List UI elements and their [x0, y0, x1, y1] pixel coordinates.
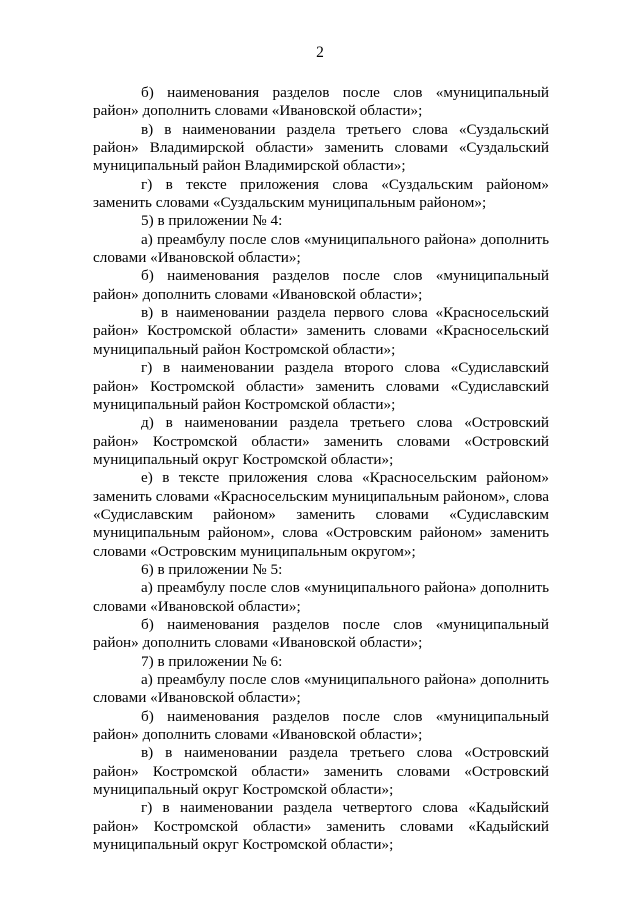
- paragraph: 7) в приложении № 6:: [141, 652, 283, 670]
- paragraph: г) в наименовании раздела четвертого слова «Кадыйский район» Костромской области» заменить словами «Кадыйский муниципальный округ Костромской области»;: [93, 799, 549, 854]
- paragraph: 6) в приложении № 5:: [141, 560, 283, 578]
- paragraph: 5) в приложении № 4:: [141, 212, 283, 230]
- paragraph: в) в наименовании раздела третьего слова «Островский район» Костромской области» заменить словами «Островский муниципальный округ Костромской области»;: [93, 744, 549, 799]
- paragraph: б) наименования разделов после слов «муниципальный район» дополнить словами «Ивановской области»;: [93, 84, 549, 120]
- paragraph: е) в тексте приложения слова «Красносельским районом» заменить словами «Красносельским муниципальным районом», слова «Судиславским районом» заменить словами «Судиславским муниципальным районом», слова «Островским районом» заменить словами «Островским муниципальным округом»;: [93, 469, 549, 560]
- paragraph: а) преамбулу после слов «муниципального района» дополнить словами «Ивановской области»;: [93, 671, 549, 707]
- paragraph: г) в наименовании раздела второго слова «Судиславский район» Костромской области» заменить словами «Судиславский муниципальный район Костромской области»;: [93, 359, 549, 413]
- document-body: [93, 84, 549, 854]
- paragraph: б) наименования разделов после слов «муниципальный район» дополнить словами «Ивановской области»;: [93, 267, 549, 303]
- paragraph: д) в наименовании раздела третьего слова «Островский район» Костромской области» заменить словами «Островский муниципальный округ Костромской области»;: [93, 414, 549, 468]
- paragraph: б) наименования разделов после слов «муниципальный район» дополнить словами «Ивановской области»;: [93, 707, 549, 744]
- paragraph: г) в тексте приложения слова «Суздальским районом» заменить словами «Суздальским муниципальным районом»;: [93, 175, 549, 212]
- paragraph: в) в наименовании раздела первого слова «Красносельский район» Костромской области» заменить словами «Красносельский муниципальный район Костромской области»;: [93, 304, 549, 358]
- paragraph: а) преамбулу после слов «муниципального района» дополнить словами «Ивановской области»;: [93, 579, 549, 615]
- paragraph: а) преамбулу после слов «муниципального района» дополнить словами «Ивановской области»;: [93, 230, 549, 267]
- page-number: 2: [316, 44, 324, 61]
- paragraph: б) наименования разделов после слов «муниципальный район» дополнить словами «Ивановской области»;: [93, 615, 549, 652]
- paragraph: в) в наименовании раздела третьего слова «Суздальский район» Владимирской области» заменить словами «Суздальский муниципальный район Владимирской области»;: [93, 120, 549, 175]
